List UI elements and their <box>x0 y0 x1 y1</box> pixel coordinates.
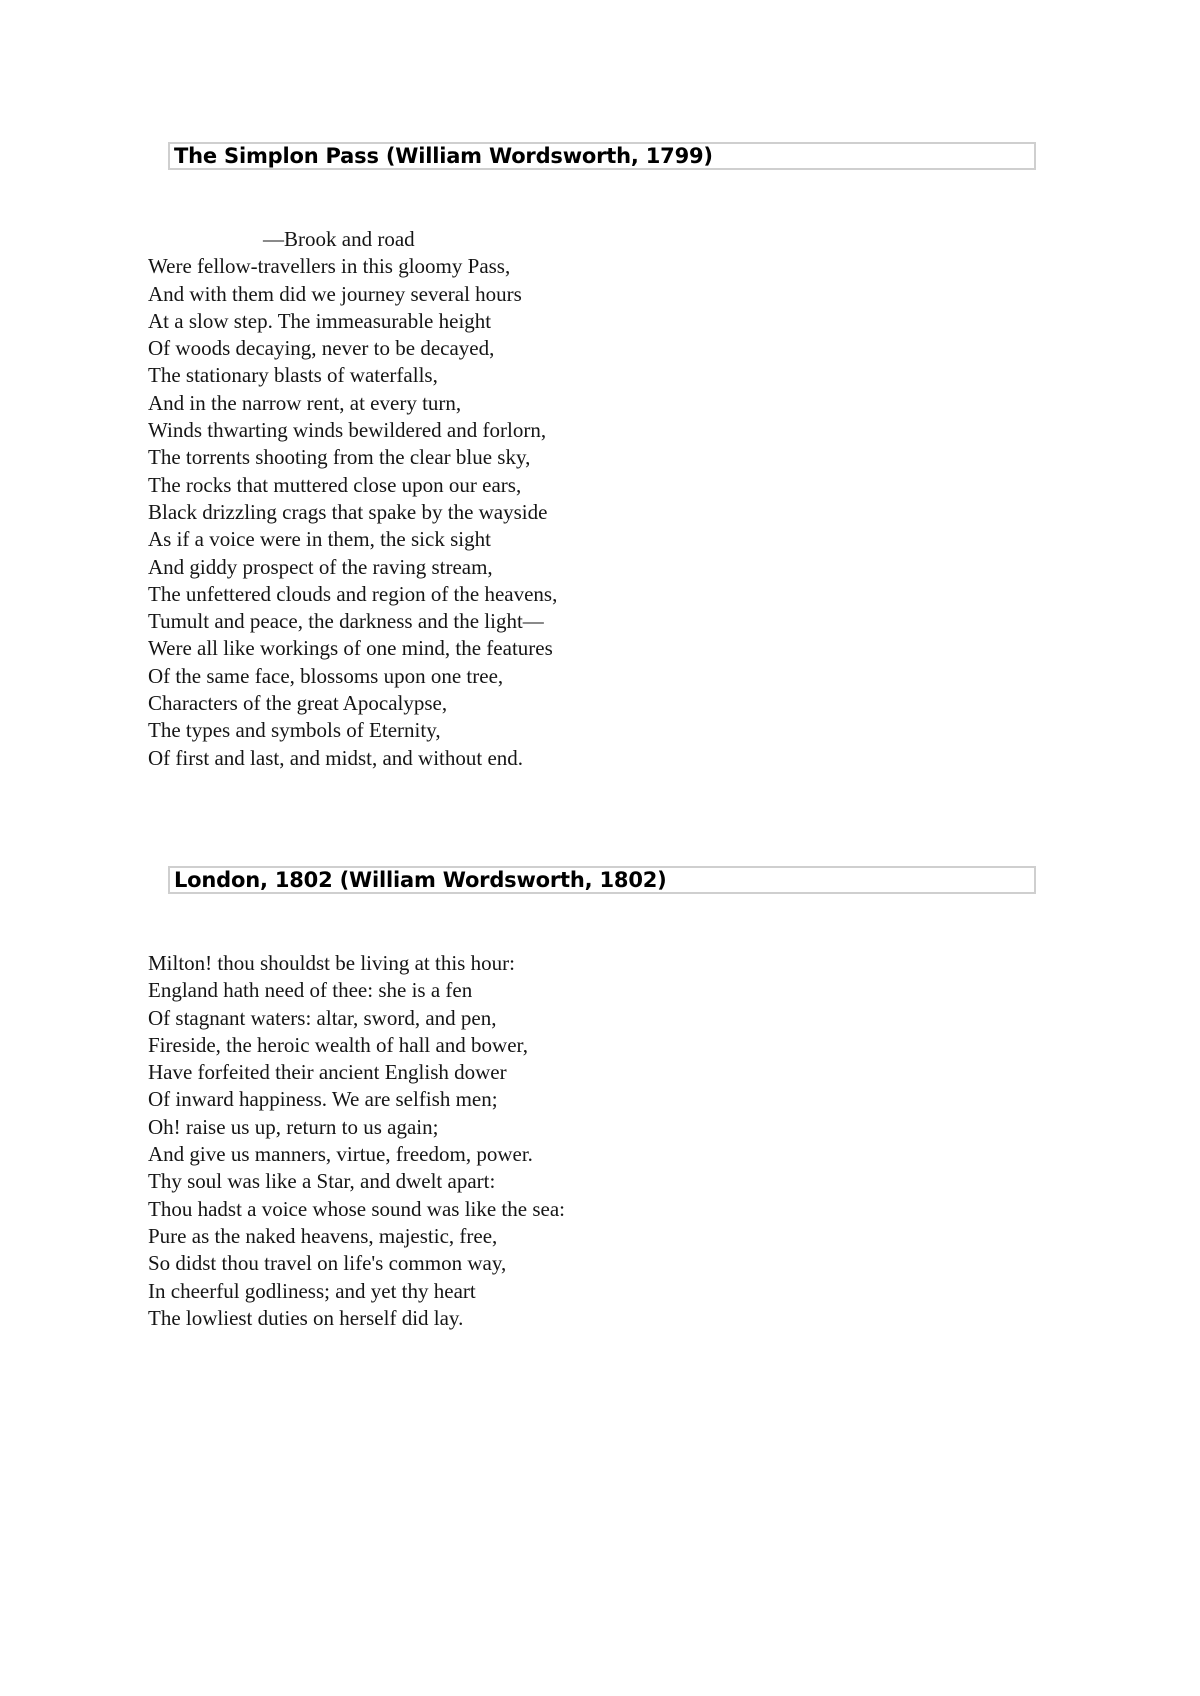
poem-line: Pure as the naked heavens, majestic, free, <box>148 1223 498 1248</box>
poem-line: The torrents shooting from the clear blue sky, <box>148 445 531 470</box>
poem-line: —Brook and road <box>263 227 415 251</box>
poem-line: Oh! raise us up, return to us again; <box>148 1114 439 1139</box>
poem-line: The unfettered clouds and region of the heavens, <box>148 581 558 606</box>
poem-line: Thy soul was like a Star, and dwelt apart: <box>148 1169 496 1194</box>
poem-line: And give us manners, virtue, freedom, power. <box>148 1142 533 1167</box>
poem-body <box>148 226 557 772</box>
poem-line: And in the narrow rent, at every turn, <box>148 390 462 415</box>
poem-line: The types and symbols of Eternity, <box>148 718 441 743</box>
poem-line: The lowliest duties on herself did lay. <box>148 1305 464 1330</box>
poem-line: Characters of the great Apocalypse, <box>148 691 448 716</box>
poem-line: Black drizzling crags that spake by the wayside <box>148 499 548 524</box>
poem-line: At a slow step. The immeasurable height <box>148 308 492 333</box>
poem-title-box <box>168 866 1036 894</box>
poem-line: Of the same face, blossoms upon one tree, <box>148 663 504 688</box>
poem-line: Tumult and peace, the darkness and the light— <box>148 609 544 634</box>
poem-line: Winds thwarting winds bewildered and forlorn, <box>148 418 547 443</box>
poem-line: England hath need of thee: she is a fen <box>148 978 473 1003</box>
poem-line: Of first and last, and midst, and without end. <box>148 745 524 770</box>
poem-line: Have forfeited their ancient English dower <box>148 1060 507 1085</box>
poem-line: The rocks that muttered close upon our ears, <box>148 472 522 497</box>
poem-title: London, 1802 (William Wordsworth, 1802) <box>174 867 667 892</box>
poem-line: Thou hadst a voice whose sound was like the sea: <box>148 1196 565 1221</box>
poem-line: Of stagnant waters: altar, sword, and pen, <box>148 1005 497 1030</box>
poem-line: And with them did we journey several hours <box>148 281 522 306</box>
poem-body <box>148 950 565 1332</box>
poem-line: Fireside, the heroic wealth of hall and bower, <box>148 1032 528 1057</box>
poem-line: Of inward happiness. We are selfish men; <box>148 1087 498 1112</box>
poem-line: So didst thou travel on life's common way, <box>148 1251 507 1276</box>
poem-line: Were fellow-travellers in this gloomy Pass, <box>148 254 511 279</box>
poem-line: As if a voice were in them, the sick sight <box>148 527 491 552</box>
poem-line: Were all like workings of one mind, the features <box>148 636 553 661</box>
poem-line: The stationary blasts of waterfalls, <box>148 363 438 388</box>
poem-title-box <box>168 142 1036 170</box>
poem-line: Of woods decaying, never to be decayed, <box>148 336 495 361</box>
poem-line: Milton! thou shouldst be living at this hour: <box>148 951 515 975</box>
poem-line: And giddy prospect of the raving stream, <box>148 554 493 579</box>
poem-line: In cheerful godliness; and yet thy heart <box>148 1278 476 1303</box>
poem-title: The Simplon Pass (William Wordsworth, 1799) <box>174 143 713 168</box>
